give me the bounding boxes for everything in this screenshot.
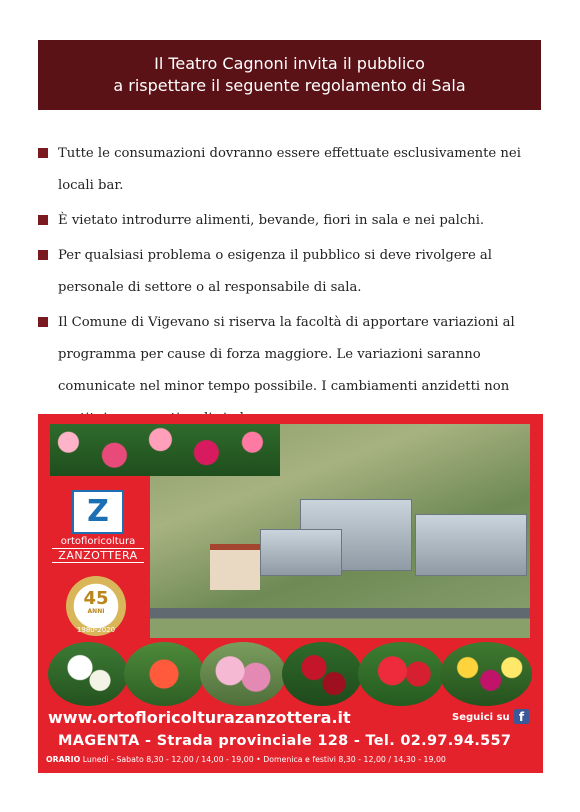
website-link[interactable]: www.ortofloricolturazanzottera.it	[48, 708, 351, 727]
square-bullet-icon	[38, 148, 48, 158]
anniversary-seal-icon	[66, 576, 126, 636]
follow-label: Seguici su	[452, 712, 510, 723]
cyclamen-photo	[50, 424, 280, 476]
notice-header	[38, 40, 541, 110]
flower-thumbnail	[358, 642, 444, 706]
hours-weekday: Lunedì - Sabato 8,30 - 12,00 / 14,00 - 19,00	[82, 755, 254, 764]
anniversary-years: 1980-2020	[76, 626, 116, 634]
header-line-1: Il Teatro Cagnoni invita il pubblico	[154, 54, 425, 73]
anniversary-number: 45	[83, 588, 109, 609]
house-shape	[210, 544, 260, 590]
hours-holiday: Domenica e festivi 8,30 - 12,00 / 14,30 - 19,00	[263, 755, 446, 764]
anniversary-label: ANNI	[87, 608, 105, 615]
flower-thumbnail	[282, 642, 362, 706]
rule-item: Tutte le consumazioni dovranno essere effettuate esclusivamente nei locali bar.	[38, 138, 543, 202]
flower-thumbnail	[48, 642, 128, 706]
flower-thumbnail	[124, 642, 204, 706]
greenhouse-shape	[415, 514, 527, 576]
rule-item: È vietato introdurre alimenti, bevande, fiori in sala e nei palchi.	[38, 205, 543, 237]
square-bullet-icon	[38, 317, 48, 327]
address-line: MAGENTA - Strada provinciale 128 - Tel. 02.97.94.557	[58, 733, 512, 749]
logo-text-2: ZANZOTTERA	[52, 548, 144, 563]
greenhouse-shape	[260, 529, 342, 576]
flower-thumbnail	[440, 642, 532, 706]
rule-item: Per qualsiasi problema o esigenza il pubblico si deve rivolgere al personale di settore o al responsabile di sala.	[38, 240, 543, 304]
company-logo	[50, 482, 145, 642]
rules-list	[38, 138, 543, 438]
logo-z-icon: Z	[72, 490, 124, 534]
advertisement-banner	[38, 414, 543, 773]
opening-hours: ORARIO Lunedì - Sabato 8,30 - 12,00 / 14,00 - 19,00 • Domenica e festivi 8,30 - 12,00 / 14,30 - 19,00	[46, 755, 446, 764]
hours-label: ORARIO	[46, 755, 81, 764]
square-bullet-icon	[38, 215, 48, 225]
flower-thumbnail	[200, 642, 286, 706]
facebook-icon[interactable]: f	[514, 709, 529, 724]
header-line-2: a rispettare il seguente regolamento di Sala	[113, 76, 466, 95]
square-bullet-icon	[38, 250, 48, 260]
logo-text-1: ortofloricoltura	[60, 536, 136, 547]
rule-item: Il Comune di Vigevano si riserva la facoltà di apportare variazioni al programma per cause di forza maggiore. Le variazioni saranno comunicate nel minor tempo possibile. I cambiamenti anzidetti non	[38, 307, 543, 435]
